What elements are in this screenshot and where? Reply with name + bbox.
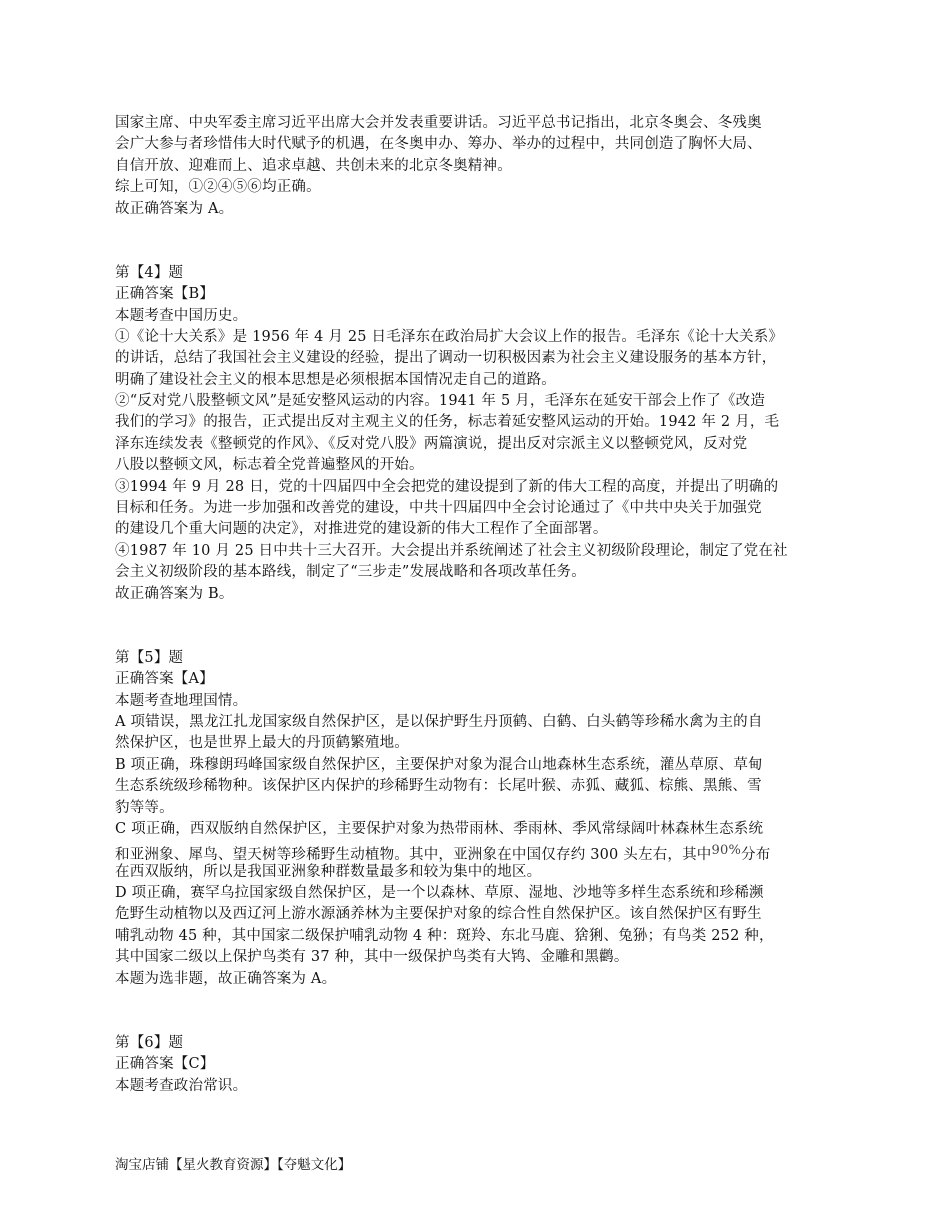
text-line: 目标和任务。为进一步加强和改善党的建设，中共十四届四中全会讨论通过了《中共中央关于加强党 (115, 500, 762, 517)
text-line: 故正确答案为 A。 (115, 200, 234, 217)
text-line: 危野生动植物以及西辽河上游水源涵养林为主要保护对象的综合性自然保护区。该自然保护区有野生 (115, 906, 762, 923)
spacer (115, 220, 835, 241)
text-line: 的建设几个重大问题的决定》，对推进党的建设新的伟大工程作了全面部署。 (115, 521, 608, 538)
text-line: 八股以整顿文风，标志着全党普遍整风的开始。 (115, 457, 424, 474)
text-line: 然保护区，也是世界上最大的丹顶鹤繁殖地。 (115, 735, 409, 752)
text-line: 故正确答案为 B。 (115, 585, 234, 602)
spacer (115, 1011, 835, 1032)
text-line: 本题为选非题，故正确答案为 A。 (115, 970, 337, 987)
text-line: 会广大参与者珍惜伟大时代赋予的机遇，在冬奥申办、筹办、举办的过程中，共同创造了胸怀大局、 (115, 136, 762, 153)
text-line: 会主义初级阶段的基本路线，制定了“三步走”发展战略和各项改革任务。 (115, 564, 586, 581)
text-line (115, 840, 835, 864)
spacer (115, 990, 835, 1011)
text-line: ③1994 年 9 月 28 日，党的十四届四中全会把党的建设提到了新的伟大工程的高度，并提出了明确的 (115, 478, 779, 495)
document-body (115, 113, 835, 1097)
text-line: 的讲话，总结了我国社会主义建设的经验，提出了调动一切积极因素为社会主义建设服务的基本方针， (115, 350, 777, 367)
text-line: 本题考查政治常识。 (115, 1077, 248, 1094)
text-line: 明确了建设社会主义的根本思想是必须根据本国情况走自己的道路。 (115, 371, 556, 388)
page-footer: 淘宝店铺【星火教育资源】【夺魁文化】 (115, 1157, 352, 1173)
text-line-tail: 分布 (741, 847, 771, 864)
text-line: 其中国家二级以上保护鸟类有 37 种，其中一级保护鸟类有大鸨、金雕和黑鹳。 (115, 949, 629, 966)
text-line: A 项错误，黑龙江扎龙国家级自然保护区，是以保护野生丹顶鹤、白鹤、白头鹤等珍稀水禽为主的自 (115, 713, 763, 730)
spacer (115, 626, 835, 647)
question-4-heading: 第【4】题 (115, 264, 184, 281)
spacer (115, 241, 835, 262)
text-line: 哺乳动物 45 种，其中国家二级保护哺乳动物 4 种：斑羚、东北马鹿、猞猁、兔狲；有鸟类 252 种， (115, 927, 774, 944)
text-line: 本题考查中国历史。 (115, 307, 248, 324)
text-line: B 项正确，珠穆朗玛峰国家级自然保护区，主要保护对象为混合山地森林生态系统，灌丛草原、草甸 (115, 756, 763, 773)
question-6-answer: 正确答案【C】 (115, 1056, 215, 1073)
text-line: 国家主席、中央军委主席习近平出席大会并发表重要讲话。习近平总书记指出，北京冬奥会、冬残奥 (115, 115, 762, 131)
question-5-heading: 第【5】题 (115, 649, 184, 666)
text-line: ④1987 年 10 月 25 日中共十三大召开。大会提出并系统阐述了社会主义初级阶段理论，制定了党在社 (115, 542, 788, 559)
text-line: 豹等等。 (115, 799, 174, 816)
text-line: C 项正确，西双版纳自然保护区，主要保护对象为热带雨林、季雨林、季风常绿阔叶林森林生态系统 (115, 820, 764, 837)
text-line: 综上可知，①②④⑤⑥均正确。 (115, 179, 321, 196)
text-line-main: 和亚洲象、犀鸟、望天树等珍稀野生动植物。其中，亚洲象在中国仅存约 300 头左右，其中 (115, 847, 712, 864)
question-4-answer: 正确答案【B】 (115, 286, 215, 303)
spacer (115, 605, 835, 626)
question-5-answer: 正确答案【A】 (115, 671, 214, 688)
percent-figure: 90% (711, 843, 741, 859)
text-line: 本题考查地理国情。 (115, 692, 248, 709)
text-line: D 项正确，赛罕乌拉国家级自然保护区，是一个以森林、草原、湿地、沙地等多样生态系统和珍稀濒 (115, 885, 764, 902)
text-line: 生态系统级珍稀物种。该保护区内保护的珍稀野生动物有：长尾叶猴、赤狐、藏狐、棕熊、黑熊、雪 (115, 778, 762, 795)
text-line: 自信开放、迎难而上、追求卓越、共创未来的北京冬奥精神。 (115, 157, 512, 174)
text-line: 在西双版纳，所以是我国亚洲象种群数量最多和较为集中的地区。 (115, 863, 542, 880)
question-6-heading: 第【6】题 (115, 1034, 184, 1051)
text-line: 我们的学习》的报告，正式提出反对主观主义的任务，标志着延安整风运动的开始。1942 年 2 月，毛 (115, 414, 780, 431)
text-line: ②“反对党八股整顿文风”是延安整风运动的内容。1941 年 5 月，毛泽东在延安干部会上作了《改造 (115, 393, 766, 410)
text-line: ①《论十大关系》是 1956 年 4 月 25 日毛泽东在政治局扩大会议上作的报告。毛泽东《论十大关系》 (115, 328, 784, 345)
text-line: 泽东连续发表《整顿党的作风》、《反对党八股》两篇演说，提出反对宗派主义以整顿党风，反对党 (115, 435, 748, 452)
